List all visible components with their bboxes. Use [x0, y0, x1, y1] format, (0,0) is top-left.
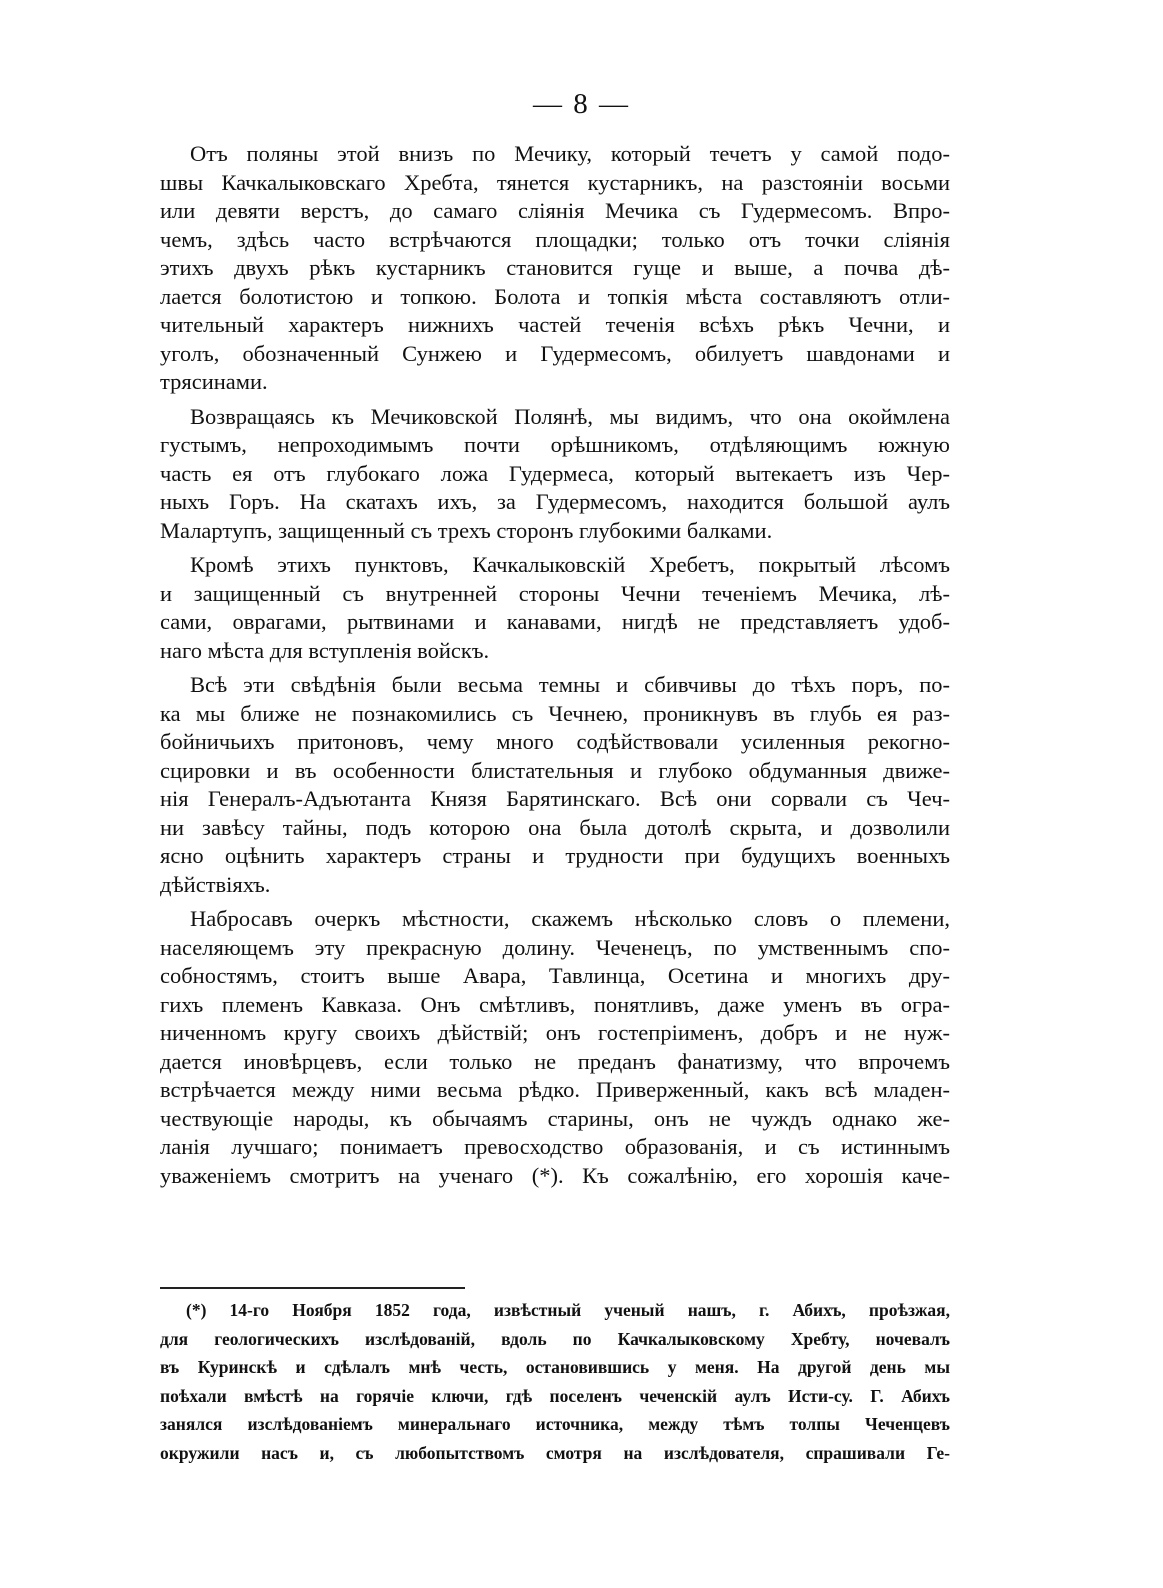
text-line: ясно оцѣнить характеръ страны и трудности при будущихъ военныхъ [160, 843, 950, 868]
paragraph [160, 671, 950, 899]
text-line: наго мѣста для вступленія войскъ. [160, 637, 490, 663]
main-text [160, 140, 950, 1196]
text-line: густымъ, непроходимымъ почти орѣшникомъ, отдѣляющимъ южную [160, 432, 950, 457]
text-line: швы Качкалыковскаго Хребта, тянется кустарникъ, на разстояніи восьми [160, 169, 950, 195]
text-line: дѣйствіяхъ. [160, 871, 271, 897]
footnote-line: окружили насъ и, съ любопытствомъ смотря на изслѣдователя, спрашивали Ге- [160, 1442, 950, 1463]
footnote-line: поѣхали вмѣстѣ на горячіе ключи, гдѣ поселенъ чеченскій аулъ Исти-су. Г. Абихъ [160, 1385, 950, 1406]
text-line: ныхъ Горъ. На скатахъ ихъ, за Гудермесомъ, находится большой аулъ [160, 489, 950, 514]
footnote [160, 1296, 950, 1468]
paragraph [160, 551, 950, 665]
text-line: уголъ, обозначенный Сунжею и Гудермесомъ, обилуетъ шавдонами и [160, 340, 950, 366]
text-line: сцировки и въ особенности блистательныя и глубоко обдуманныя движе- [160, 757, 950, 783]
text-line: сами, оврагами, рытвинами и канавами, нигдѣ не представляетъ удоб- [160, 609, 950, 634]
text-line: чествующіе народы, къ обычаямъ старины, онъ не чуждъ однако же- [160, 1105, 950, 1131]
paragraph [160, 140, 950, 397]
text-line: чительный характеръ нижнихъ частей теченія всѣхъ рѣкъ Чечни, и [160, 312, 950, 337]
footnote-line: (*) 14-го Ноября 1852 года, извѣстный ученый нашъ, г. Абихъ, проѣзжая, [186, 1300, 950, 1320]
text-line: Возвращаясь къ Мечиковской Полянѣ, мы видимъ, что она окоймлена [190, 403, 950, 429]
footnote-line: для геологическихъ изслѣдованій, вдоль по Качкалыковскому Хребту, ночевалъ [160, 1328, 950, 1349]
text-line: ниченномъ кругу своихъ дѣйствій; онъ гостепріименъ, добръ и не нуж- [160, 1020, 950, 1045]
footnote-rule [160, 1287, 465, 1289]
text-line: Малартупъ, защищенный съ трехъ сторонъ глубокими балками. [160, 517, 773, 543]
paragraph [160, 905, 950, 1190]
text-line: трясинами. [160, 369, 268, 394]
text-line: встрѣчается между ними весьма рѣдко. Приверженный, какъ всѣ младен- [160, 1077, 950, 1102]
footnote-line: занялся изслѣдованіемъ минеральнаго источника, между тѣмъ толпы Чеченцевъ [160, 1414, 950, 1435]
text-line: нія Генералъ-Адъютанта Князя Барятинскаго. Всѣ они сорвали съ Чеч- [160, 786, 950, 811]
text-line: и защищенный съ внутренней стороны Чечни теченіемъ Мечика, лѣ- [160, 580, 950, 606]
footnote-line: въ Куринскѣ и сдѣлалъ мнѣ честь, остановившись у меня. На другой день мы [160, 1357, 950, 1378]
text-line: лается болотистою и топкою. Болота и топкія мѣста составляютъ отли- [160, 283, 950, 309]
text-line: чемъ, здѣсь часто встрѣчаются площадки; только отъ точки сліянія [160, 226, 950, 252]
text-line: Набросавъ очеркъ мѣстности, скажемъ нѣсколько словъ о племени, [190, 906, 950, 931]
text-line: населяющемъ эту прекрасную долину. Чеченецъ, по умственнымъ спо- [160, 934, 950, 960]
text-line: Отъ поляны этой внизъ по Мечику, который течетъ у самой подо- [190, 141, 950, 166]
text-line: бойничьихъ притоновъ, чему много содѣйствовали усиленныя рекогно- [160, 729, 950, 754]
text-line: ка мы ближе не познакомились съ Чечнею, проникнувъ въ глубь ея раз- [160, 700, 950, 726]
text-line: уваженіемъ смотритъ на ученаго (*). Къ сожалѣнію, его хорошія каче- [160, 1162, 950, 1188]
text-line: или девяти верстъ, до самаго сліянія Мечика съ Гудермесомъ. Впро- [160, 198, 950, 223]
text-line: собностямъ, стоитъ выше Авара, Тавлинца, Осетина и многихъ дру- [160, 963, 950, 988]
text-line: гихъ племенъ Кавказа. Онъ смѣтливъ, понятливъ, даже уменъ въ огра- [160, 991, 950, 1017]
text-line: ни завѣсу тайны, подъ которою она была дотолѣ скрыта, и дозволили [160, 814, 950, 840]
text-line: ланія лучшаго; понимаетъ превосходство образованія, и съ истиннымъ [160, 1134, 950, 1159]
text-line: Кромѣ этихъ пунктовъ, Качкалыковскій Хребетъ, покрытый лѣсомъ [190, 552, 950, 577]
text-line: этихъ двухъ рѣкъ кустарникъ становится гуще и выше, а почва дѣ- [160, 255, 950, 280]
text-line: Всѣ эти свѣдѣнія были весьма темны и сбивчивы до тѣхъ поръ, по- [190, 672, 950, 697]
paragraph [160, 403, 950, 546]
text-line: дается иновѣрцевъ, если только не преданъ фанатизму, что впрочемъ [160, 1048, 950, 1074]
text-line: часть ея отъ глубокаго ложа Гудермеса, который вытекаетъ изъ Чер- [160, 460, 950, 486]
page-number: — 8 — [533, 88, 630, 120]
